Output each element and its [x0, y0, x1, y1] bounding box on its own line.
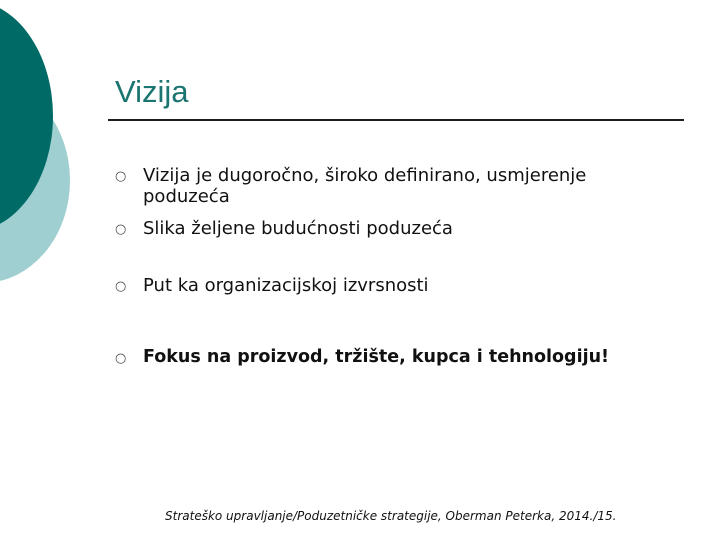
bullet-item-1: [143, 165, 586, 207]
bullet-item-1-line1: Vizija je dugoročno, široko definirano, usmjerenje: [143, 165, 587, 186]
bullet-item-4: Fokus na proizvod, tržište, kupca i tehnologiju!: [143, 347, 610, 367]
slide-title: Vizija: [115, 74, 189, 109]
bullet-item-3: Put ka organizacijskoj izvrsnosti: [143, 275, 429, 296]
bullet-icon: ○: [115, 169, 127, 184]
bullet-item-2: Slika željene budućnosti poduzeća: [143, 218, 453, 239]
bullet-icon: ○: [115, 351, 127, 366]
title-divider: [108, 119, 684, 121]
bullet-item-1-line2: poduzeća: [143, 186, 230, 207]
bullet-icon: ○: [115, 279, 127, 294]
bullet-icon: ○: [115, 222, 127, 237]
slide-footer: Strateško upravljanje/Poduzetničke strategije, Oberman Peterka, 2014./15.: [165, 509, 617, 523]
